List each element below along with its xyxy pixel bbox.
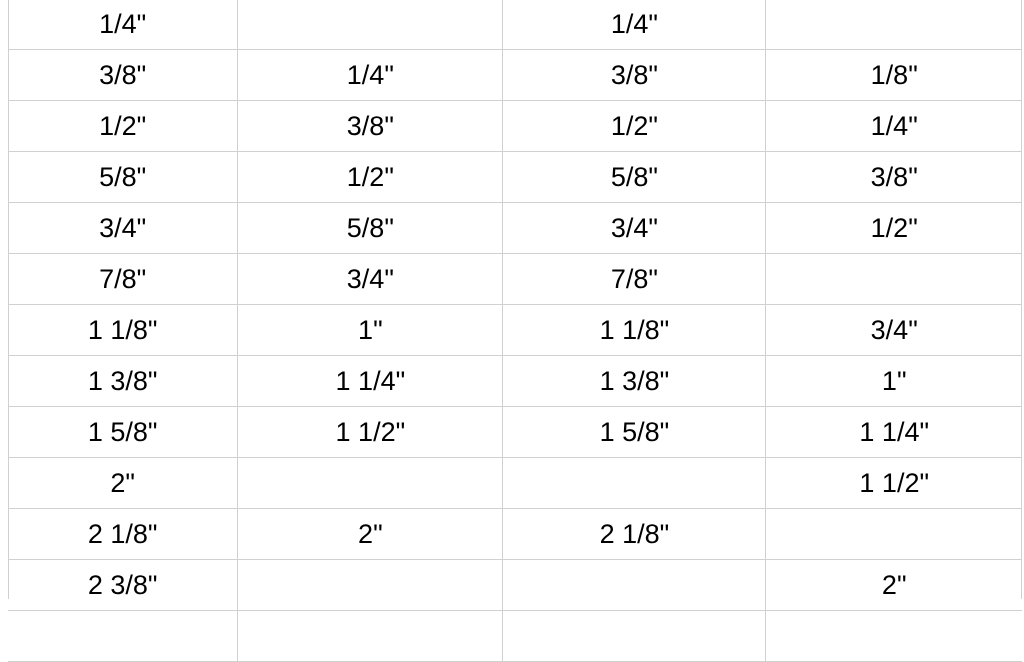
table-row [8, 101, 1022, 152]
table-cell [238, 611, 503, 662]
table-cell [766, 509, 1022, 560]
table-cell: 2" [8, 458, 238, 509]
table-cell [766, 0, 1022, 50]
table-left-border [8, 0, 9, 599]
table-cell: 1" [238, 305, 503, 356]
table-cell: 7/8" [8, 254, 238, 305]
table-cell: 1 5/8" [8, 407, 238, 458]
table-cell: 1 1/4" [766, 407, 1022, 458]
table-row [8, 356, 1022, 407]
table-cell: 1/2" [766, 203, 1022, 254]
table-cell: 3/4" [503, 203, 766, 254]
table-right-border [1021, 0, 1022, 599]
table-cell: 1 1/8" [8, 305, 238, 356]
table-cell: 7/8" [503, 254, 766, 305]
table-cell: 1 1/8" [503, 305, 766, 356]
table-cell: 1" [766, 356, 1022, 407]
table-cell: 2 3/8" [8, 560, 238, 611]
table-cell: 1 3/8" [503, 356, 766, 407]
table-cell: 3/4" [766, 305, 1022, 356]
size-table [8, 0, 1022, 662]
table-cell [503, 611, 766, 662]
table-cell: 1/8" [766, 50, 1022, 101]
table-cell: 1/2" [238, 152, 503, 203]
table-cell: 1 1/2" [766, 458, 1022, 509]
table-row [8, 50, 1022, 101]
table-cell: 1/4" [503, 0, 766, 50]
table-cell [503, 560, 766, 611]
table-row [8, 0, 1022, 50]
table-row [8, 458, 1022, 509]
table-row [8, 254, 1022, 305]
table-cell [8, 611, 238, 662]
table-cell [238, 560, 503, 611]
table-row [8, 152, 1022, 203]
table-cell: 2" [766, 560, 1022, 611]
table-cell: 3/4" [8, 203, 238, 254]
table-cell: 1/2" [8, 101, 238, 152]
table-cell: 2 1/8" [8, 509, 238, 560]
table-cell: 3/8" [503, 50, 766, 101]
table-cell: 5/8" [8, 152, 238, 203]
table-cell: 3/8" [766, 152, 1022, 203]
table-cell: 3/8" [238, 101, 503, 152]
table-cell [503, 458, 766, 509]
table-row [8, 203, 1022, 254]
table-row [8, 305, 1022, 356]
table-cell: 1/4" [238, 50, 503, 101]
table-cell: 3/4" [238, 254, 503, 305]
table-cell [238, 458, 503, 509]
table-cell: 1 1/4" [238, 356, 503, 407]
table-cell [238, 0, 503, 50]
table-row [8, 407, 1022, 458]
table-cell: 2 1/8" [503, 509, 766, 560]
table-cell: 1 3/8" [8, 356, 238, 407]
table-row [8, 560, 1022, 611]
table-cell: 3/8" [8, 50, 238, 101]
table-cell: 5/8" [238, 203, 503, 254]
table-cell: 5/8" [503, 152, 766, 203]
table-cell: 1 1/2" [238, 407, 503, 458]
table-cell: 1/4" [8, 0, 238, 50]
table-cell: 1/2" [503, 101, 766, 152]
table-cell: 2" [238, 509, 503, 560]
table-cell [766, 254, 1022, 305]
table-cell: 1 5/8" [503, 407, 766, 458]
table-row [8, 509, 1022, 560]
table-cell: 1/4" [766, 101, 1022, 152]
table-row [8, 611, 1022, 662]
table-cell [766, 611, 1022, 662]
